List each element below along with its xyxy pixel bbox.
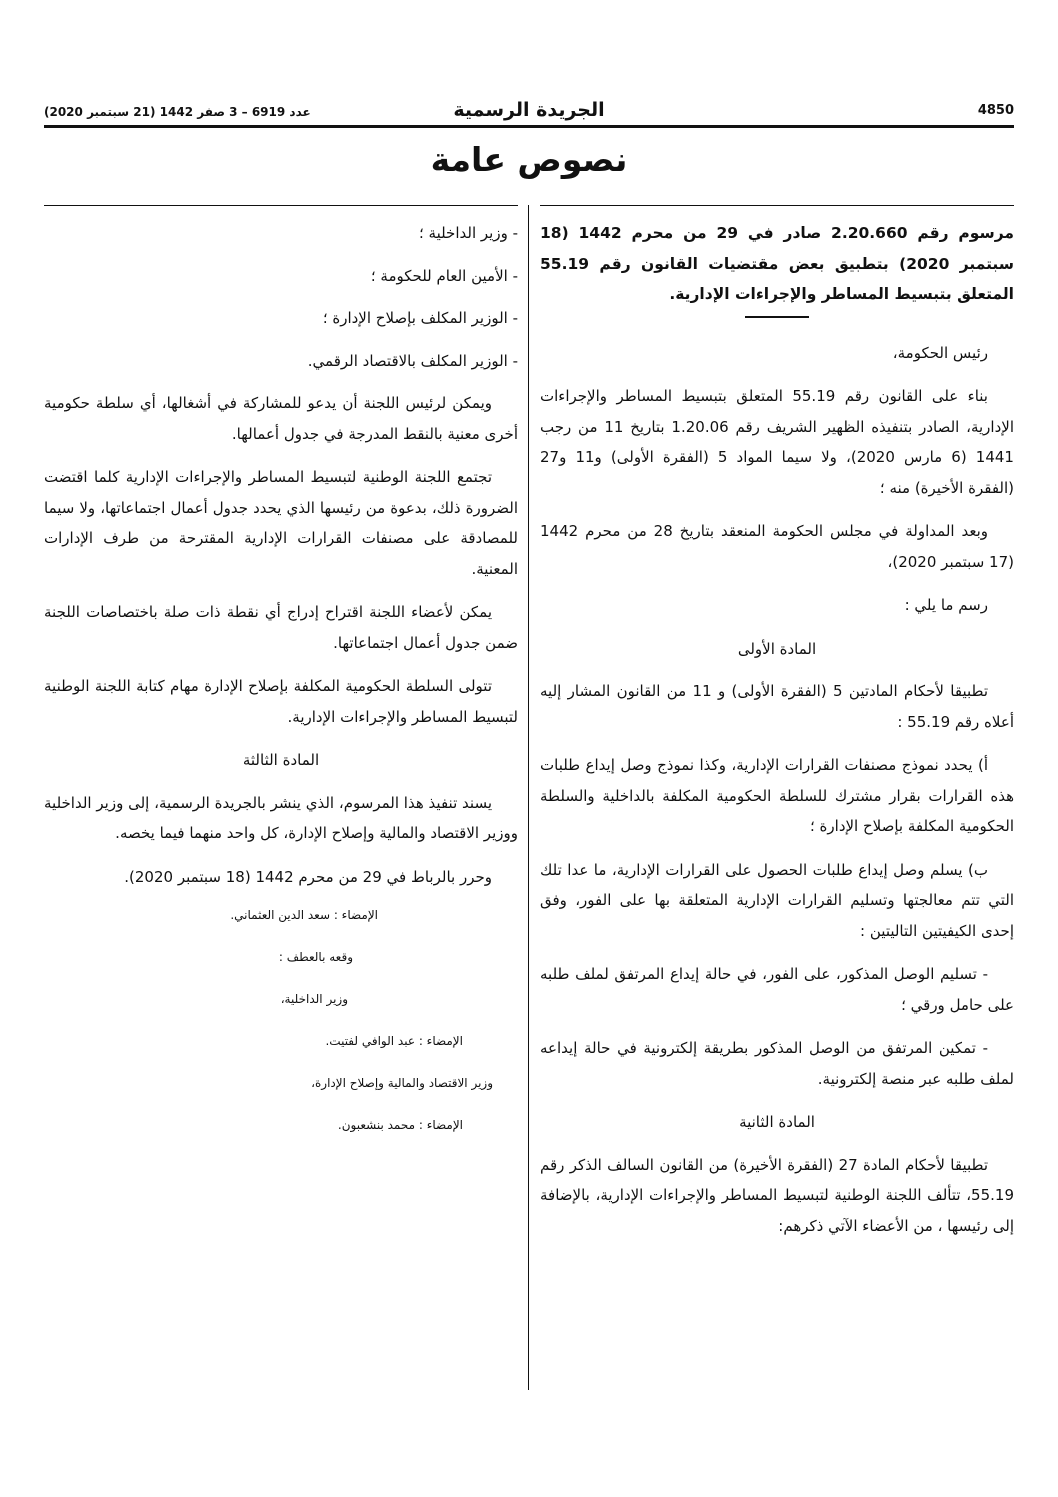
list-item: ب) يسلم وصل إيداع طلبات الحصول على القرارات الإدارية، ما عدا تلك التي تتم معالجتها وتسليم القرارات الإدارية المتعلقة بها على الفور، وفق إحدى الكيفيتين التاليتين : [540, 860, 1014, 940]
dash-item: - تسليم الوصل المذكور، على الفور، في حالة إيداع المرتفق لملف طلبه على حامل ورقي ؛ [540, 965, 1014, 1014]
title-rule [745, 316, 809, 318]
page-header [44, 99, 1014, 125]
list-item: أ) يحدد نموذج مصنفات القرارات الإدارية، وكذا نموذج وصل إيداع طلبات هذه القرارات بقرار مشترك للسلطة الحكومية المكلفة بالداخلية والسلطة الحكومية المكلفة بإصلاح الإدارة ؛ [540, 756, 1014, 835]
member-item: - الوزير المكلف بإصلاح الإدارة ؛ [322, 309, 518, 327]
head-of-government: رئيس الحكومة، [892, 343, 988, 362]
decree-title: مرسوم رقم 2.20.660 صادر في 29 من محرم 1442 (18 سبتمبر 2020) بتطبيق بعض مقتضيات القانون رقم 55.19 المتعلق بتبسيط المساطر والإجراءات الإدارية. [540, 224, 1015, 303]
signature: الإمضاء : محمد بنشعبون. [337, 1118, 463, 1132]
left-column [44, 218, 518, 1135]
paragraph: تتولى السلطة الحكومية المكلفة بإصلاح الإدارة مهام كتابة اللجنة الوطنية لتبسيط المساطر والإجراءات الإدارية. [44, 677, 518, 726]
countersigned-label: وقعه بالعطف : [278, 950, 353, 964]
paragraph: يمكن لأعضاء اللجنة اقتراح إدراج أي نقطة ذات صلة باختصاصات اللجنة ضمن جدول أعمال اجتماعاتها. [44, 603, 518, 652]
right-column-top-rule [540, 205, 1014, 206]
paragraph: تطبيقا لأحكام المادة 27 (الفقرة الأخيرة) من القانون السالف الذكر رقم 55.19، تتألف اللجنة الوطنية لتبسيط المساطر والإجراءات الإدارية، بالإضافة إلى رئيسها ، من الأعضاء الآتي ذكرهم: [540, 1155, 1014, 1235]
right-column [540, 218, 1014, 1254]
member-item: - الأمين العام للحكومة ؛ [370, 266, 518, 285]
paragraph: يسند تنفيذ هذا المرسوم، الذي ينشر بالجريدة الرسمية، إلى وزير الداخلية ووزير الاقتصاد والمالية وإصلاح الإدارة، كل واحد منهما فيما يخصه. [44, 793, 518, 842]
left-column-top-rule [44, 205, 518, 206]
journal-title: الجريدة الرسمية [453, 99, 605, 121]
paragraph: بناء على القانون رقم 55.19 المتعلق بتبسيط المساطر والإجراءات الإدارية، الصادر بتنفيذه الظهير الشريف رقم 1.20.06 بتاريخ 11 من رجب 1441 (6 مارس 2020)، ولا سيما المواد 5 (الفقرة الأولى) و11 و27 (الفقرة الأخيرة) منه ؛ [540, 387, 1014, 497]
member-item: - الوزير المكلف بالاقتصاد الرقمي. [307, 351, 518, 370]
header-rule [44, 125, 1014, 128]
signature: الإمضاء : سعد الدين العثماني. [230, 908, 378, 922]
dash-item: - تمكين المرتفق من الوصل المذكور بطريقة إلكترونية في حالة إيداعه لملف طلبه عبر منصة إلكترونية. [540, 1039, 1014, 1088]
minister-title: وزير الاقتصاد والمالية وإصلاح الإدارة، [311, 1076, 493, 1090]
section-title: نصوص عامة [430, 140, 628, 179]
member-item: - وزير الداخلية ؛ [418, 224, 518, 242]
minister-title: وزير الداخلية، [280, 992, 348, 1006]
paragraph: تطبيقا لأحكام المادتين 5 (الفقرة الأولى) و 11 من القانون المشار إليه أعلاه رقم 55.19 : [540, 682, 1014, 731]
article-heading: المادة الثالثة [242, 751, 320, 769]
column-separator [528, 205, 529, 1390]
article-heading: المادة الثانية [739, 1113, 815, 1131]
decreed-line: رسم ما يلي : [904, 596, 988, 614]
page-number: 4850 [977, 103, 1014, 118]
paragraph: ويمكن لرئيس اللجنة أن يدعو للمشاركة في أشغالها، أي سلطة حكومية أخرى معنية بالنقط المدرجة في جدول أعمالها. [44, 394, 518, 443]
signature: الإمضاء : عبد الوافي لفتيت. [325, 1034, 463, 1048]
paragraph: وحرر بالرباط في 29 من محرم 1442 (18 سبتمبر 2020). [124, 867, 492, 886]
issue-info: عدد 6919 – 3 صفر 1442 (21 سبتمبر 2020) [44, 105, 311, 119]
paragraph: تجتمع اللجنة الوطنية لتبسيط المساطر والإجراءات الإدارية كلما اقتضت الضرورة ذلك، بدعوة من رئيسها الذي يحدد جدول أعمال اجتماعاتها، ولا سيما للمصادقة على مصنفات القرارات الإدارية المقترحة من طرف الإدارات المعنية. [44, 468, 518, 578]
paragraph: وبعد المداولة في مجلس الحكومة المنعقد بتاريخ 28 من محرم 1442 (17 سبتمبر 2020)، [540, 522, 1014, 571]
article-heading: المادة الأولى [737, 639, 817, 658]
